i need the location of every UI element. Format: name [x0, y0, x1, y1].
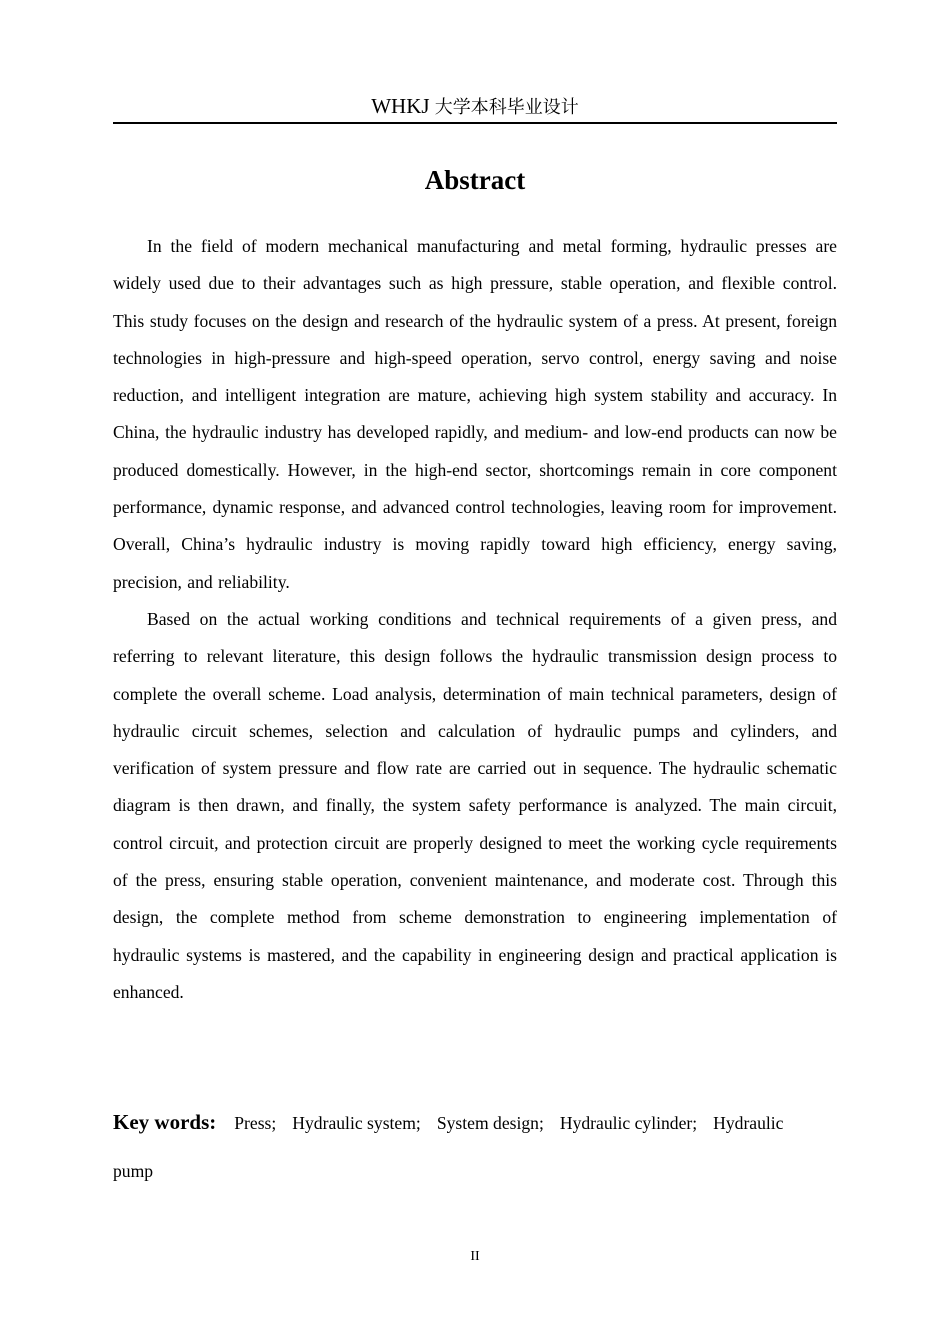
header-document-type: 大学本科毕业设计: [434, 97, 579, 118]
abstract-paragraph-1: In the field of modern mechanical manufacturing and metal forming, hydraulic presses are widely used due to their advantages such as high pressure, stable operation, and flexible control. This study focuses on the design and research of the hydraulic system of a press. At present, foreign technologies in high-pressure and high-speed operation, servo control, energy saving and noise reduction, and intelligent integration are mature, achieving high system stability and accuracy. In China, the hydraulic industry has developed rapidly, and medium- and low-end products can now be produced domestically. However, in the high-end sector, shortcomings remain in core component performance, dynamic response, and advanced control technologies, leaving room for improvement. Overall, China’s hydraulic industry is moving rapidly toward high efficiency, energy saving, precision, and reliability.: [113, 236, 837, 592]
page-header: [113, 91, 837, 124]
keyword-item: Hydraulic cylinder;: [559, 1113, 698, 1133]
page-number: II: [470, 1249, 480, 1264]
header-institution: WHKJ: [371, 94, 430, 118]
abstract-title: Abstract: [424, 165, 526, 195]
keywords-section: [113, 1098, 837, 1195]
abstract-body: [113, 228, 837, 1011]
abstract-paragraph-2: Based on the actual working conditions and technical requirements of a given press, and referring to relevant literature, this design follows the hydraulic transmission design process to complete the overall scheme. Load analysis, determination of main technical parameters, design of hydraulic circuit schemes, selection and calculation of hydraulic pumps and cylinders, and verification of system pressure and flow rate are carried out in sequence. The hydraulic schematic diagram is then drawn, and finally, the system safety performance is analyzed. The main circuit, control circuit, and protection circuit are properly designed to meet the working cycle requirements of the press, ensuring stable operation, convenient maintenance, and moderate cost. Through this design, the complete method from scheme demonstration to engineering implementation of hydraulic systems is mastered, and the capability in engineering design and practical application is enhanced.: [113, 608, 837, 1002]
keyword-item: Hydraulic system;: [292, 1113, 421, 1133]
keyword-item: Hydraulic pump: [113, 1113, 784, 1181]
keywords-label: Key words:: [113, 1110, 217, 1134]
keyword-item: Press;: [234, 1113, 277, 1133]
keyword-item: System design;: [436, 1113, 544, 1133]
